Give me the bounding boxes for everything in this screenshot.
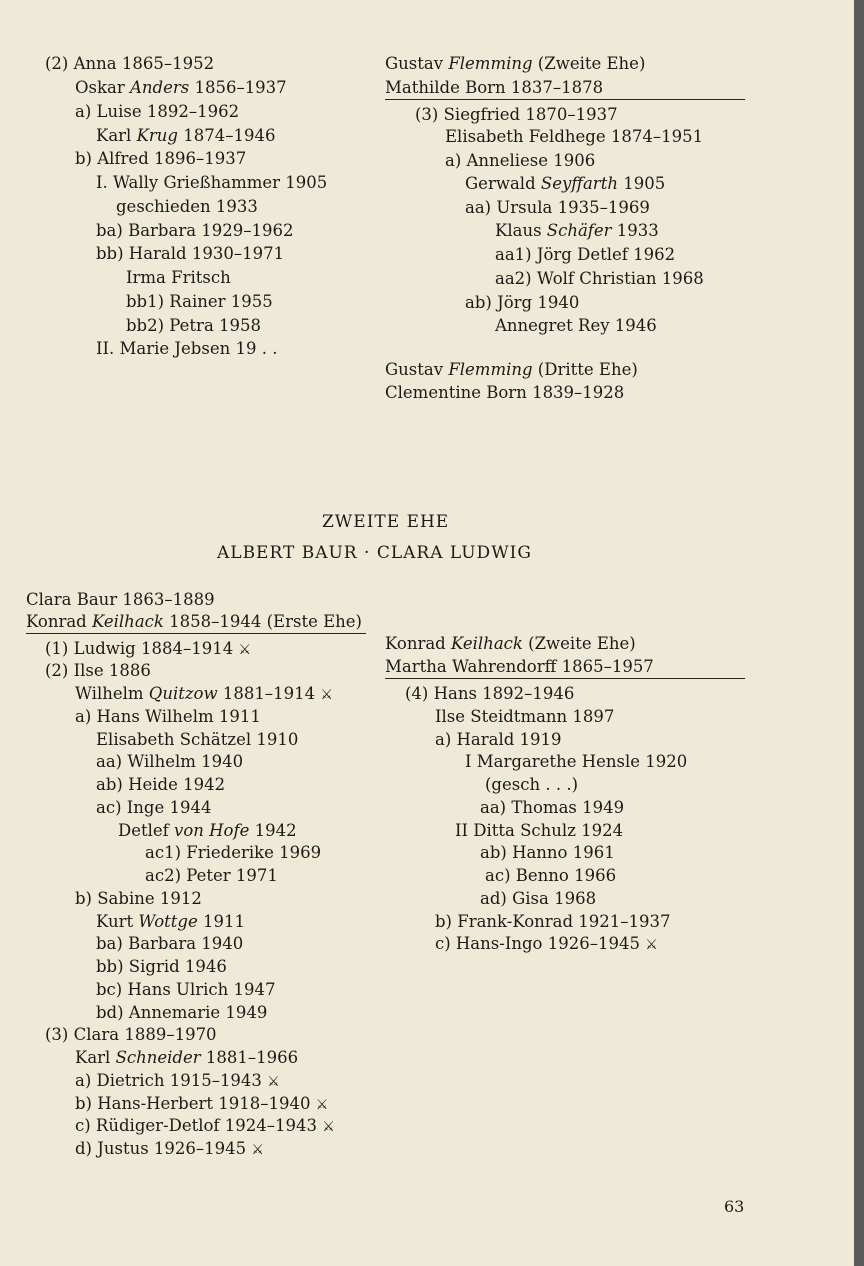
genealogy-line: I Margarethe Hensle 1920 (465, 752, 688, 771)
genealogy-line: (3) Siegfried 1870–1937 (415, 105, 618, 124)
genealogy-line: (2) Ilse 1886 (45, 661, 151, 680)
divider-line (385, 678, 745, 679)
genealogy-line: ab) Heide 1942 (96, 775, 226, 794)
genealogy-line: b) Frank-Konrad 1921–1937 (435, 912, 671, 931)
genealogy-line: geschieden 1933 (116, 197, 258, 216)
marriage-header-line: Gustav Flemming (Dritte Ehe) (385, 360, 638, 379)
genealogy-line: II Ditta Schulz 1924 (455, 821, 624, 840)
genealogy-line: d) Justus 1926–1945 ⚔ (75, 1139, 264, 1158)
genealogy-line: Irma Fritsch (126, 268, 231, 287)
genealogy-line: ab) Jörg 1940 (465, 293, 580, 312)
genealogy-line: Elisabeth Feldhege 1874–1951 (445, 127, 704, 146)
genealogy-line: b) Alfred 1896–1937 (75, 149, 247, 168)
genealogy-line: Kurt Wottge 1911 (96, 912, 245, 931)
genealogy-line: c) Rüdiger-Detlof 1924–1943 ⚔ (75, 1116, 335, 1135)
genealogy-line: bc) Hans Ulrich 1947 (96, 980, 276, 999)
section-title: ZWEITE EHE (322, 512, 450, 532)
marriage-header-line: Clara Baur 1863–1889 (26, 590, 215, 609)
genealogy-line: ba) Barbara 1929–1962 (96, 221, 294, 240)
genealogy-line: (3) Clara 1889–1970 (45, 1025, 217, 1044)
section-subtitle: ALBERT BAUR · CLARA LUDWIG (217, 543, 532, 563)
marriage-header-line: Gustav Flemming (Zweite Ehe) (385, 54, 646, 73)
genealogy-line: Annegret Rey 1946 (495, 316, 657, 335)
genealogy-line: (4) Hans 1892–1946 (405, 684, 575, 703)
genealogy-line: aa2) Wolf Christian 1968 (495, 269, 704, 288)
genealogy-line: a) Dietrich 1915–1943 ⚔ (75, 1071, 280, 1090)
genealogy-line: bb) Sigrid 1946 (96, 957, 227, 976)
genealogy-line: aa) Wilhelm 1940 (96, 752, 244, 771)
genealogy-line: ac2) Peter 1971 (145, 866, 278, 885)
genealogy-line: a) Anneliese 1906 (445, 151, 596, 170)
genealogy-line: aa1) Jörg Detlef 1962 (495, 245, 676, 264)
genealogy-line: Oskar Anders 1856–1937 (75, 78, 287, 97)
genealogy-line: Klaus Schäfer 1933 (495, 221, 659, 240)
marriage-header-line: Konrad Keilhack 1858–1944 (Erste Ehe) (26, 612, 362, 631)
marriage-header-line: Martha Wahrendorff 1865–1957 (385, 657, 654, 676)
genealogy-line: bb) Harald 1930–1971 (96, 244, 285, 263)
genealogy-line: (2) Anna 1865–1952 (45, 54, 215, 73)
page-edge-shadow (854, 0, 864, 1266)
genealogy-line: b) Hans-Herbert 1918–1940 ⚔ (75, 1094, 329, 1113)
genealogy-line: Gerwald Seyffarth 1905 (465, 174, 666, 193)
genealogy-line: II. Marie Jebsen 19 . . (96, 339, 278, 358)
marriage-header-line: Konrad Keilhack (Zweite Ehe) (385, 634, 636, 653)
genealogy-line: bb1) Rainer 1955 (126, 292, 273, 311)
genealogy-line: Detlef von Hofe 1942 (118, 821, 297, 840)
genealogy-line: (1) Ludwig 1884–1914 ⚔ (45, 639, 252, 658)
divider-line (26, 633, 366, 634)
genealogy-line: ba) Barbara 1940 (96, 934, 244, 953)
genealogy-line: bd) Annemarie 1949 (96, 1003, 268, 1022)
genealogy-line: aa) Ursula 1935–1969 (465, 198, 650, 217)
genealogy-line: ad) Gisa 1968 (480, 889, 597, 908)
genealogy-line: ab) Hanno 1961 (480, 843, 615, 862)
genealogy-line: Ilse Steidtmann 1897 (435, 707, 615, 726)
genealogy-line: Karl Krug 1874–1946 (96, 126, 276, 145)
genealogy-line: aa) Thomas 1949 (480, 798, 625, 817)
genealogy-line: Karl Schneider 1881–1966 (75, 1048, 299, 1067)
marriage-header-line: Mathilde Born 1837–1878 (385, 78, 604, 97)
genealogy-line: I. Wally Grießhammer 1905 (96, 173, 328, 192)
genealogy-line: bb2) Petra 1958 (126, 316, 262, 335)
genealogy-line: ac) Inge 1944 (96, 798, 212, 817)
genealogy-line: a) Hans Wilhelm 1911 (75, 707, 261, 726)
page-number: 63 (724, 1197, 745, 1216)
divider-line (385, 99, 745, 100)
genealogy-line: Wilhelm Quitzow 1881–1914 ⚔ (75, 684, 333, 703)
marriage-header-line: Clementine Born 1839–1928 (385, 383, 625, 402)
genealogy-line: ac1) Friederike 1969 (145, 843, 322, 862)
genealogy-line: ac) Benno 1966 (485, 866, 617, 885)
genealogy-line: (gesch . . .) (485, 775, 579, 794)
genealogy-line: a) Luise 1892–1962 (75, 102, 240, 121)
genealogy-line: c) Hans-Ingo 1926–1945 ⚔ (435, 934, 658, 953)
genealogy-line: b) Sabine 1912 (75, 889, 202, 908)
genealogy-line: Elisabeth Schätzel 1910 (96, 730, 299, 749)
genealogy-line: a) Harald 1919 (435, 730, 562, 749)
